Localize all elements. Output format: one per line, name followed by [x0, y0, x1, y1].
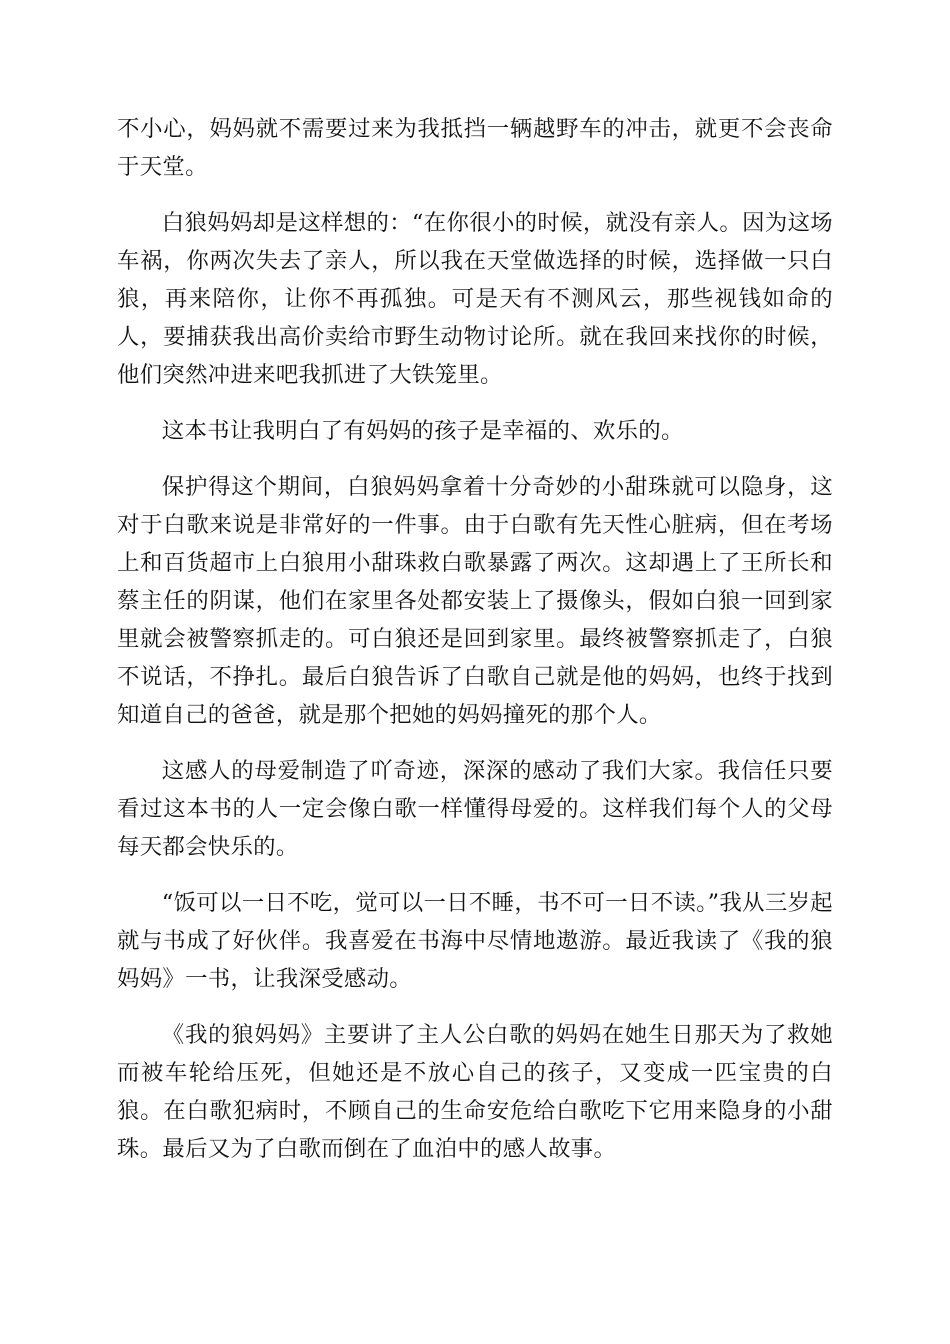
paragraph-6: “饭可以一日不吃，觉可以一日不睡，书不可一日不读。”我从三岁起就与书成了好伙伴。我喜爱在书海中尽情地遨游。最近我读了《我的狼妈妈》一书，让我深受感动。	[117, 890, 833, 992]
document-body	[117, 110, 833, 1186]
paragraph-5: 这感人的母爱制造了吖奇迹，深深的感动了我们大家。我信任只要看过这本书的人一定会像白歌一样懂得母爱的。这样我们每个人的父母每天都会快乐的。	[117, 758, 833, 860]
paragraph-7: 《我的狼妈妈》主要讲了主人公白歌的妈妈在她生日那天为了救她而被车轮给压死，但她还是不放心自己的孩子，又变成一匹宝贵的白狼。在白歌犯病时，不顾自己的生命安危给白歌吃下它用来隐身的小甜珠。最后又为了白歌而倒在了血泊中的感人故事。	[117, 1022, 833, 1162]
paragraph-4: 保护得这个期间，白狼妈妈拿着十分奇妙的小甜珠就可以隐身，这对于白歌来说是非常好的一件事。由于白歌有先天性心脏病，但在考场上和百货超市上白狼用小甜珠救白歌暴露了两次。这却遇上了王所长和蔡主任的阴谋，他们在家里各处都安装上了摄像头，假如白狼一回到家里就会被警察抓走的。可白狼还是回到家里。最终被警察抓走了，白狼不说话，不挣扎。最后白狼告诉了白歌自己就是他的妈妈，也终于找到知道自己的爸爸，就是那个把她的妈妈撞死的那个人。	[117, 474, 833, 728]
paragraph-2: 白狼妈妈却是这样想的：“在你很小的时候，就没有亲人。因为这场车祸，你两次失去了亲人，所以我在天堂做选择的时候，选择做一只白狼，再来陪你，让你不再孤独。可是天有不测风云，那些视钱如命的人，要捕获我出高价卖给市野生动物讨论所。就在我回来找你的时候，他们突然冲进来吧我抓进了大铁笼里。	[117, 210, 833, 388]
paragraph-1: 不小心，妈妈就不需要过来为我抵挡一辆越野车的冲击，就更不会丧命于天堂。	[117, 116, 833, 180]
paragraph-3: 这本书让我明白了有妈妈的孩子是幸福的、欢乐的。	[161, 418, 684, 444]
